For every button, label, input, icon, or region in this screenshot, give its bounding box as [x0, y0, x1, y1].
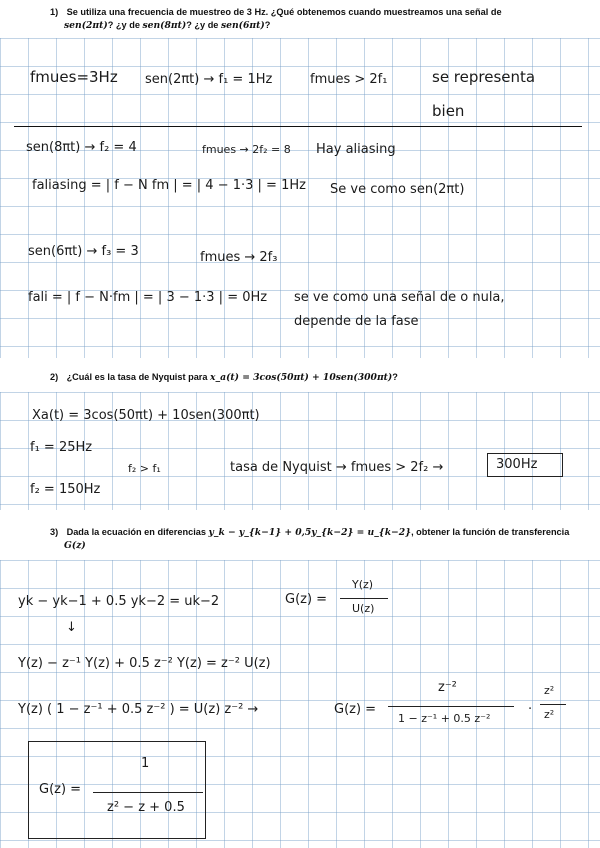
- fraction-numerator: z⁻²: [438, 680, 457, 695]
- question-math: sen(8πt): [142, 20, 187, 31]
- question-text-part: ? ¿y de: [186, 20, 221, 30]
- handwritten-xa-equation: Xa(t) = 3cos(50πt) + 10sen(300πt): [32, 408, 260, 423]
- answer-box: [487, 453, 563, 477]
- handwritten-se-ve-nula: se ve como una señal de o nula,: [294, 290, 505, 305]
- fraction-g-def: [340, 578, 388, 622]
- question-number: 3): [50, 527, 59, 537]
- fraction-denominator: U(z): [352, 602, 375, 615]
- handwritten-condition: fmues > 2f₁: [310, 72, 388, 87]
- handwritten-multiply: ·: [528, 702, 533, 717]
- final-answer-box: [28, 741, 206, 839]
- fraction-bar: [540, 704, 566, 705]
- question-text-part: , obtener la función de transferencia: [411, 527, 570, 537]
- handwritten-final-g: G(z) =: [39, 782, 82, 797]
- question-text: Se utiliza una frecuencia de muestreo de 3 Hz. ¿Qué obtenemos cuando muestreamos una señal de: [66, 7, 502, 17]
- question-text: ¿Cuál es la tasa de Nyquist para: [66, 372, 211, 382]
- question-number: 1): [50, 7, 59, 17]
- handwritten-difference-eq: yk − yk−1 + 0.5 yk−2 = uk−2: [18, 594, 220, 609]
- handwritten-sen8pi: sen(8πt) → f₂ = 4: [26, 140, 137, 155]
- fraction-denominator: z²: [544, 708, 555, 721]
- question-math: y_k − y_{k−1} + 0,5y_{k−2} = u_{k−2}: [208, 527, 412, 538]
- fraction-numerator: z²: [544, 684, 555, 697]
- handwritten-se-ve-como: Se ve como sen(2πt): [330, 182, 465, 197]
- handwritten-sampling-freq: fmues=3Hz: [30, 68, 118, 86]
- handwritten-se-representa: se representa: [432, 68, 536, 86]
- handwritten-tasa-nyquist: tasa de Nyquist → fmues > 2f₂ →: [230, 460, 444, 475]
- question-math: sen(6πt): [220, 20, 265, 31]
- handwritten-g-def: G(z) =: [285, 592, 328, 607]
- question-2-title: [50, 371, 570, 384]
- handwritten-hay-aliasing: Hay aliasing: [316, 142, 396, 157]
- fraction-denominator: z² − z + 0.5: [107, 800, 185, 815]
- fraction-g2: [388, 680, 514, 736]
- question-1-title: [50, 6, 570, 32]
- handwritten-condition-3: fmues → 2f₃: [200, 250, 278, 265]
- question-math: G(z): [64, 540, 86, 551]
- handwritten-g2: G(z) =: [334, 702, 377, 717]
- fraction-bar: [93, 792, 203, 793]
- handwritten-arrow-down: ↓: [66, 620, 77, 635]
- fraction-numerator: 1: [141, 756, 150, 771]
- question-number: 2): [50, 372, 59, 382]
- question-text-part: ?: [392, 372, 398, 382]
- handwritten-f1: f₁ = 25Hz: [30, 440, 93, 455]
- graph-paper-section-1: [0, 38, 600, 358]
- handwritten-sen6pi: sen(6πt) → f₃ = 3: [28, 244, 139, 259]
- fraction-bar: [340, 598, 388, 599]
- handwritten-condition-2: fmues → 2f₂ = 8: [202, 143, 291, 156]
- question-text-part: ? ¿y de: [107, 20, 143, 30]
- handwritten-z-transform: Y(z) − z⁻¹ Y(z) + 0.5 z⁻² Y(z) = z⁻² U(z): [18, 656, 271, 671]
- fraction-denominator: 1 − z⁻¹ + 0.5 z⁻²: [398, 712, 491, 725]
- handwritten-f-aliasing: faliasing = | f − N fm | = | 4 − 1·3 | = 1Hz: [32, 178, 306, 193]
- handwritten-f2: f₂ = 150Hz: [30, 482, 101, 497]
- handwritten-bien: bien: [432, 102, 465, 120]
- fraction-numerator: Y(z): [352, 578, 374, 591]
- handwritten-depende-fase: depende de la fase: [294, 314, 419, 329]
- question-3-title: [50, 526, 570, 552]
- fraction-final: [93, 756, 203, 826]
- fraction-multiplier: [540, 684, 566, 730]
- question-text: Dada la ecuación en diferencias: [66, 527, 209, 537]
- handwritten-answer: 300Hz: [496, 457, 538, 472]
- fraction-bar: [388, 706, 514, 707]
- divider-line: [14, 126, 582, 127]
- handwritten-f-ali: fali = | f − N·fm | = | 3 − 1·3 | = 0Hz: [28, 290, 268, 305]
- question-math: sen(2πt): [64, 20, 108, 31]
- handwritten-f-compare: f₂ > f₁: [128, 462, 161, 475]
- question-text-part: ?: [264, 20, 271, 30]
- handwritten-factored: Y(z) ( 1 − z⁻¹ + 0.5 z⁻² ) = U(z) z⁻² →: [18, 702, 259, 717]
- handwritten-sen2pi: sen(2πt) → f₁ = 1Hz: [145, 72, 273, 87]
- question-math: x_a(t) = 3cos(50πt) + 10sen(300πt): [210, 372, 393, 383]
